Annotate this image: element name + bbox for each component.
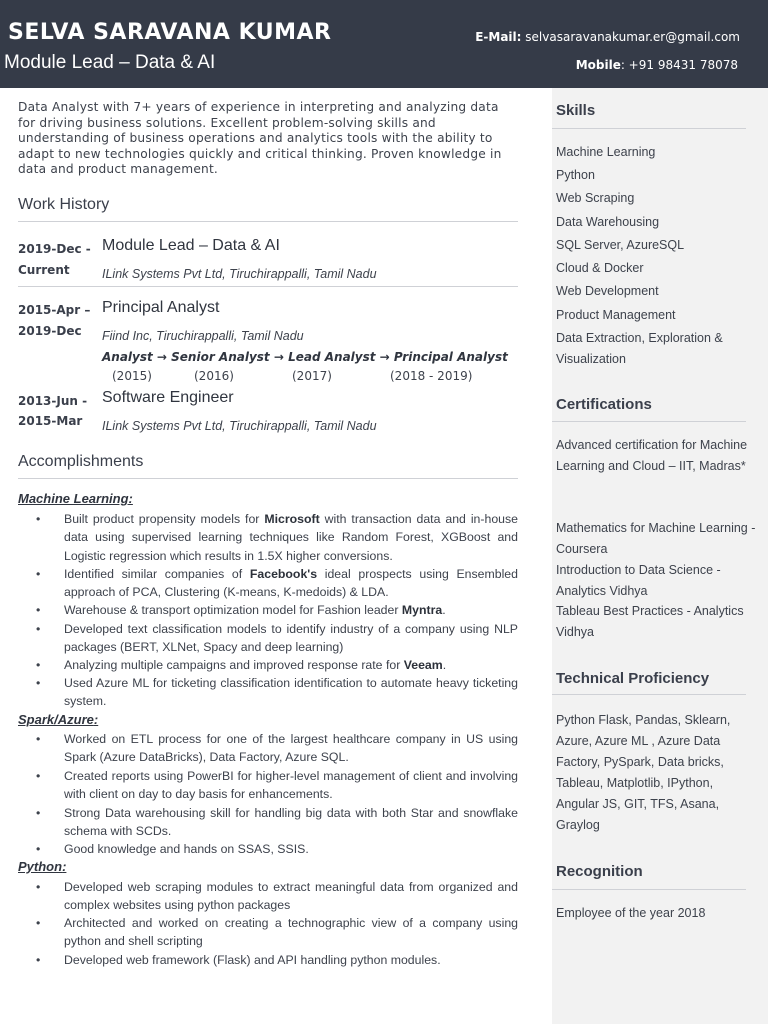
job-title: Module Lead – Data & AI: [102, 237, 280, 254]
skill-item: Web Development: [556, 284, 659, 298]
skill-item: Data Warehousing: [556, 215, 660, 229]
candidate-role: Module Lead – Data & AI: [4, 52, 216, 73]
list-item: • Developed web scraping modules to extract meaningful data from organized and complex websites using python packages: [36, 880, 518, 913]
sidebar: [552, 88, 768, 1024]
career-year: (2016): [194, 369, 234, 383]
skill-item: Cloud & Docker: [556, 261, 644, 275]
job-date-end: Current: [18, 263, 70, 277]
subsection-colon: :: [128, 491, 133, 506]
skills-divider: [552, 128, 746, 129]
recognition-heading: Recognition: [556, 863, 643, 880]
bullet-icon: •: [36, 512, 41, 526]
bullet-icon: •: [36, 769, 41, 783]
profile-summary: Data Analyst with 7+ years of experience in interpreting and analyzing data for driving business solutions. Excellent problem-solving skills and understanding of business operations and analytics tools with the ability to adapt to new technologies quickly and critical thinking. Proven knowledge in data and product management.: [18, 100, 502, 176]
bullet-icon: •: [36, 842, 41, 856]
bullet-icon: •: [36, 658, 41, 672]
skill-item: Python: [556, 168, 595, 182]
bullet-icon: •: [36, 732, 41, 746]
skill-item: Product Management: [556, 308, 676, 322]
list-item: • Architected and worked on creating a technographic view of a company using python and shell scripting: [36, 916, 518, 949]
list-item: • Strong Data warehousing skill for handling big data with both Star and snowflake schema with SCDs.: [36, 806, 518, 839]
recognition-item: Employee of the year 2018: [556, 906, 706, 920]
recognition-divider: [552, 889, 746, 890]
subsection-label: Python: [18, 859, 63, 874]
job-date-start: 2019-Dec -: [18, 242, 91, 256]
certification-item: Mathematics for Machine Learning - Coursera: [556, 521, 756, 556]
email-value: selvasaravanakumar.er@gmail.com: [525, 30, 740, 44]
job-divider: [18, 286, 518, 287]
certifications-divider: [552, 421, 746, 422]
mobile-label: Mobile: [575, 58, 621, 72]
bullet-icon: •: [36, 622, 41, 636]
accomplishments-heading: Accomplishments: [18, 453, 144, 470]
subsection-python: [18, 859, 66, 874]
certifications-heading: Certifications: [556, 396, 652, 413]
contact-email: [475, 30, 740, 44]
technical-proficiency-heading: Technical Proficiency: [556, 670, 710, 687]
email-label: E-Mail:: [475, 30, 522, 44]
certification-item: Advanced certification for Machine Learning and Cloud – IIT, Madras*: [556, 438, 748, 473]
bullet-icon: •: [36, 567, 41, 581]
career-progression: Analyst → Senior Analyst → Lead Analyst → Principal Analyst: [102, 350, 508, 364]
job-company: ILink Systems Pvt Ltd, Tiruchirappalli, Tamil Nadu: [102, 267, 377, 281]
work-history-heading: Work History: [18, 196, 110, 213]
list-item: • Built product propensity models for Microsoft with transaction data and in-house data using supervised learning techniques like Random Forest, XGBoost and Logistic regression which results in 1.5X higher conversions.: [36, 512, 518, 563]
skill-item: SQL Server, AzureSQL: [556, 238, 685, 252]
mobile-value: : +91 98431 78078: [620, 58, 738, 72]
job-company: ILink Systems Pvt Ltd, Tiruchirappalli, Tamil Nadu: [102, 419, 377, 433]
list-item: • Warehouse & transport optimization model for Fashion leader Myntra.: [36, 601, 518, 619]
list-item: • Analyzing multiple campaigns and improved response rate for Veeam.: [36, 656, 518, 674]
job-title: Software Engineer: [102, 389, 234, 406]
career-progression-years: [112, 369, 512, 385]
list-item: • Used Azure ML for ticketing classification identification to automate heavy ticketing system.: [36, 676, 518, 709]
work-history-divider: [18, 221, 518, 222]
subsection-machine-learning: [18, 491, 133, 506]
resume-header: [0, 0, 768, 88]
list-item: • Developed text classification models to identify industry of a company using NLP packages (BERT, XLNet, Spacy and deep learning): [36, 622, 518, 655]
job-date-end: 2015-Mar: [18, 414, 83, 428]
bullet-icon: •: [36, 603, 41, 617]
job-date-start: 2013-Jun -: [18, 394, 88, 408]
career-year: (2018 - 2019): [390, 369, 473, 383]
job-company: Fiind Inc, Tiruchirappalli, Tamil Nadu: [102, 329, 304, 343]
subsection-spark-azure: [18, 712, 98, 727]
subsection-colon: :: [93, 712, 99, 727]
bullet-icon: •: [36, 880, 41, 894]
career-year: (2017): [292, 369, 332, 383]
technical-proficiency-divider: [552, 694, 746, 695]
technical-proficiency-text: Python Flask, Pandas, Sklearn, Azure, Azure ML , Azure Data Factory, PySpark, Data bricks, Tableau, Matplotlib, IPython, Angular JS, GIT, TFS, Asana, Graylog: [556, 713, 731, 832]
contact-mobile: [576, 58, 738, 72]
certification-item: Tableau Best Practices - Analytics Vidhya: [556, 604, 744, 639]
candidate-name: SELVA SARAVANA KUMAR: [8, 20, 332, 45]
bullet-icon: •: [36, 916, 41, 930]
job-date-start: 2015-Apr –: [18, 303, 91, 317]
job-date-end: 2019-Dec: [18, 324, 82, 338]
bullet-icon: •: [36, 676, 41, 690]
bullet-icon: •: [36, 806, 41, 820]
skill-item: Data Extraction, Exploration & Visualization: [556, 331, 723, 366]
list-item: • Good knowledge and hands on SSAS, SSIS.: [36, 840, 518, 858]
certification-item: Introduction to Data Science - Analytics Vidhya: [556, 563, 721, 598]
skill-item: Web Scraping: [556, 191, 635, 205]
skills-heading: Skills: [556, 102, 596, 119]
job-title: Principal Analyst: [102, 299, 220, 316]
list-item: • Developed web framework (Flask) and API handling python modules.: [36, 951, 518, 969]
bullet-icon: •: [36, 953, 41, 967]
list-item: • Identified similar companies of Facebook's ideal prospects using Ensembled approach of PCA, Clustering (K-means, K-medoids) & LDA.: [36, 567, 518, 600]
list-item: • Created reports using PowerBI for higher-level management of client and involving with client on day to day basis for enhancements.: [36, 769, 518, 802]
subsection-colon: :: [62, 859, 67, 874]
subsection-label: Spark/Azure: [18, 712, 94, 727]
list-item: • Worked on ETL process for one of the largest healthcare company in US using Spark (Azure DataBricks), Data Factory, Azure SQL.: [36, 732, 518, 765]
skill-item: Machine Learning: [556, 145, 656, 159]
accomplishments-divider: [18, 478, 518, 479]
career-year: (2015): [112, 369, 152, 383]
subsection-label: Machine Learning: [18, 491, 129, 506]
